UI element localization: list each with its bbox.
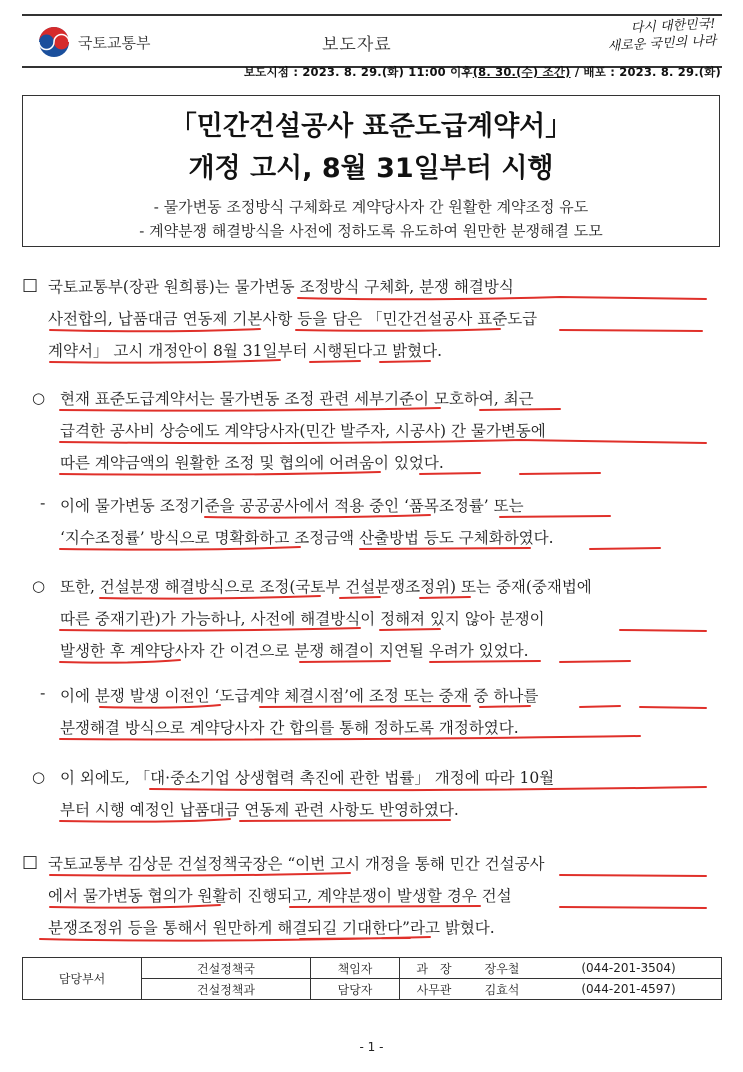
p3-line-2: ‘지수조정률’ 방식으로 명확화하고 조정금액 산출방법 등도 구체화하였다. bbox=[60, 529, 554, 547]
p7-line-1: 국토교통부 김상문 건설정책국장은 “이번 고시 개정을 통해 민간 건설공사 bbox=[48, 855, 545, 873]
p2-line-3: 따른 계약금액의 원활한 조정 및 협의에 어려움이 있었다. bbox=[60, 454, 444, 472]
doc-type-label: 보도자료 bbox=[322, 35, 392, 55]
contact-table bbox=[22, 957, 722, 1000]
p2-line-2: 급격한 공사비 상승에도 계약당사자(민간 발주자, 시공사) 간 물가변동에 bbox=[60, 422, 546, 440]
dept-bureau: 건설정책국 bbox=[142, 958, 311, 979]
phone-1: (044-201-3504) bbox=[536, 958, 722, 979]
p1-line-1: 국토교통부(장관 원희룡)는 물가변동 조정방식 구체화, 분쟁 해결방식 bbox=[48, 278, 514, 296]
square-bullet: □ bbox=[22, 852, 39, 872]
p4-line-1: 또한, 건설분쟁 해결방식으로 조정(국토부 건설분쟁조정위) 또는 중재(중재법에 bbox=[60, 578, 592, 596]
title-2: 사무관 bbox=[400, 979, 469, 1000]
p7-line-3: 분쟁조정위 등을 통해서 원만하게 해결되길 기대한다”라고 밝혔다. bbox=[48, 919, 495, 937]
dept-label: 담당부서 bbox=[23, 958, 142, 1000]
role-2: 담당자 bbox=[311, 979, 400, 1000]
square-bullet: □ bbox=[22, 275, 39, 295]
p3-line-1: 이에 물가변동 조정기준을 공공공사에서 적용 중인 ‘품목조정률’ 또는 bbox=[60, 497, 524, 515]
p4-line-3: 발생한 후 계약당사자 간 이견으로 분쟁 해결이 지연될 우려가 있었다. bbox=[60, 642, 529, 660]
dept-division: 건설정책과 bbox=[142, 979, 311, 1000]
p6-line-2: 부터 시행 예정인 납품대금 연동제 관련 사항도 반영하였다. bbox=[60, 801, 459, 819]
p5-line-2: 분쟁해결 방식으로 계약당사자 간 합의를 통해 정하도록 개정하였다. bbox=[60, 719, 519, 737]
page-number: - 1 - bbox=[359, 1040, 384, 1054]
circle-bullet: ○ bbox=[32, 577, 46, 595]
name-2: 김효석 bbox=[468, 979, 536, 1000]
dash-bullet: - bbox=[40, 684, 46, 702]
circle-bullet: ○ bbox=[32, 389, 46, 407]
subtitle-2: - 계약분쟁 해결방식을 사전에 정하도록 유도하여 원만한 분쟁해결 도모 bbox=[139, 222, 603, 240]
title-line-2: 개정 고시, 8월 31일부터 시행 bbox=[188, 153, 554, 184]
slogan-line-2: 새로운 국민의 나라 bbox=[607, 33, 717, 55]
p6-line-1: 이 외에도, 「대·중소기업 상생협력 촉진에 관한 법률」 개정에 따라 10월 bbox=[60, 769, 555, 787]
phone-2: (044-201-4597) bbox=[536, 979, 722, 1000]
p7-line-2: 에서 물가변동 협의가 원활히 진행되고, 계약분쟁이 발생할 경우 건설 bbox=[48, 887, 512, 905]
title-1: 과 장 bbox=[400, 958, 469, 979]
role-1: 책임자 bbox=[311, 958, 400, 979]
release-time: 보도시점 : 2023. 8. 29.(화) 11:00 이후 bbox=[243, 65, 473, 79]
dash-bullet: - bbox=[40, 494, 46, 512]
p2-line-1: 현재 표준도급계약서는 물가변동 조정 관련 세부기준이 모호하여, 최근 bbox=[60, 390, 534, 408]
underline-strokes bbox=[40, 297, 706, 941]
ministry-name: 국토교통부 bbox=[78, 34, 151, 52]
release-distribution: / 배포 : 2023. 8. 29.(화) bbox=[570, 65, 721, 79]
release-paper: (8. 30.(수) 조간) bbox=[472, 65, 571, 79]
p1-line-3: 계약서」 고시 개정안이 8월 31일부터 시행된다고 밝혔다. bbox=[48, 342, 443, 360]
circle-bullet: ○ bbox=[32, 768, 46, 786]
slogan-line-1: 다시 대한민국! bbox=[630, 16, 716, 36]
title-line-1: 「민간건설공사 표준도급계약서」 bbox=[169, 111, 573, 142]
subtitle-1: - 물가변동 조정방식 구체화로 계약당사자 간 원활한 계약조정 유도 bbox=[153, 198, 589, 216]
p5-line-1: 이에 분쟁 발생 이전인 ‘도급계약 체결시점’에 조정 또는 중재 중 하나를 bbox=[60, 687, 539, 705]
p4-line-2: 따른 중재기관)가 가능하나, 사전에 해결방식이 정해져 있지 않아 분쟁이 bbox=[60, 610, 545, 628]
contact-row bbox=[23, 958, 722, 979]
name-1: 장우철 bbox=[468, 958, 536, 979]
p1-line-2: 사전합의, 납품대금 연동제 기본사항 등을 담은 「민간건설공사 표준도급 bbox=[48, 310, 538, 328]
